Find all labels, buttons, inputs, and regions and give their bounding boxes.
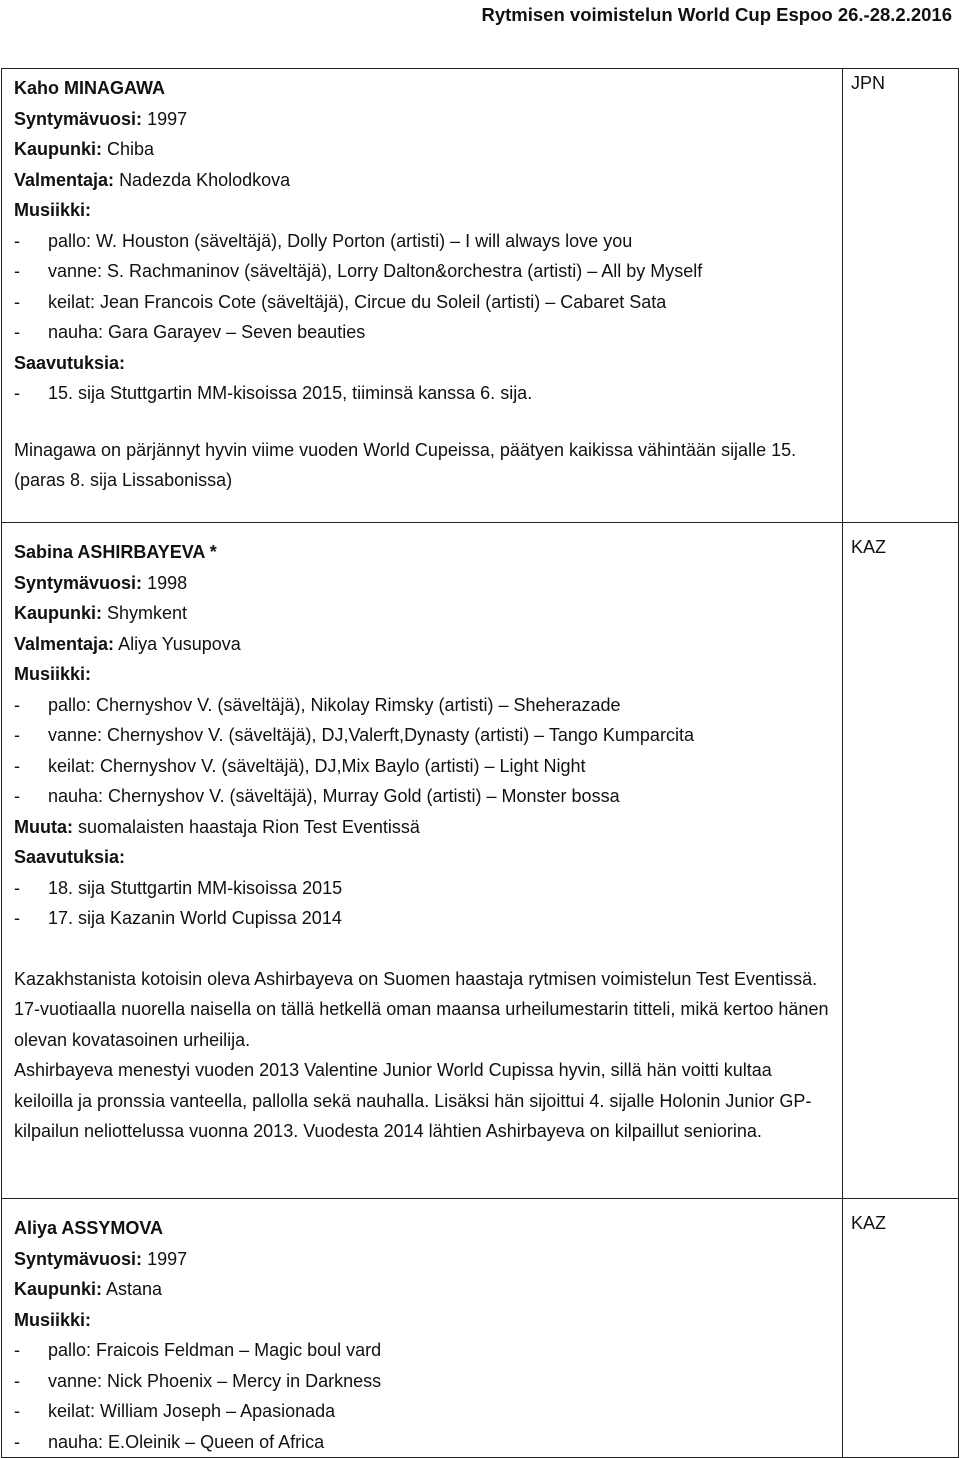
- achievement-item: - 18. sija Stuttgartin MM-kisoissa 2015: [14, 877, 343, 898]
- coach-value: Aliya Yusupova: [118, 633, 241, 654]
- music-item: - keilat: William Joseph – Apasionada: [14, 1401, 336, 1421]
- coach-line: [14, 165, 834, 196]
- country-cell: [843, 1199, 959, 1458]
- country-cell: [843, 69, 959, 523]
- music-item: - keilat: Jean Francois Cote (säveltäjä), Circue du Soleil (artisti) – Cabaret Sata: [14, 291, 667, 312]
- music-item: - vanne: S. Rachmaninov (säveltäjä), Lorry Dalton&orchestra (artisti) – All by Myself: [14, 261, 703, 281]
- birth-year-line: [14, 104, 834, 135]
- athlete-description: Ashirbayeva menestyi vuoden 2013 Valentine Junior World Cupissa hyvin, sillä hän voitti kultaa keiloilla ja pronssia vanteella, pallolla sekä nauhalla. Lisäksi hän sijoittui 4. sijalle Holonin Junior GP-kilpailun neliottelussa vuonna 2013. Vuodesta 2014 lähtien Ashirbayeva on kilpaillut seniorina.: [14, 1060, 812, 1141]
- athlete-name: Kaho MINAGAWA: [14, 78, 165, 98]
- athlete-row: [2, 523, 959, 1199]
- athlete-name: Sabina ASHIRBAYEVA *: [14, 542, 217, 562]
- city-value: Chiba: [107, 139, 155, 159]
- music-item: - vanne: Nick Phoenix – Mercy in Darkness: [14, 1370, 382, 1391]
- city-label: Kaupunki:: [14, 139, 102, 159]
- music-item: - nauha: Gara Garayev – Seven beauties: [14, 322, 366, 342]
- coach-value: Nadezda Kholodkova: [119, 169, 291, 190]
- birth-year-value: 1997: [147, 1248, 188, 1269]
- birth-year-value: 1998: [147, 572, 188, 593]
- music-item: - nauha: E.Oleinik – Queen of Africa: [14, 1431, 325, 1452]
- athlete-description: Minagawa on pärjännyt hyvin viime vuoden World Cupeissa, päätyen kaikissa vähintään sijalle 15. (paras 8. sija Lissabonissa): [14, 439, 797, 490]
- coach-line: [14, 629, 834, 660]
- city-label: Kaupunki:: [14, 603, 102, 623]
- athlete-details-cell: [2, 69, 843, 523]
- achievement-item: - 17. sija Kazanin World Cupissa 2014: [14, 908, 342, 928]
- document-header-title: Rytmisen voimistelun World Cup Espoo 26.-28.2.2016: [481, 4, 952, 25]
- music-label: Musiikki:: [14, 664, 92, 684]
- music-label: Musiikki:: [14, 1309, 92, 1330]
- city-value: Astana: [106, 1279, 163, 1299]
- other-value: suomalaisten haastaja Rion Test Eventissä: [78, 816, 420, 837]
- music-item: - vanne: Chernyshov V. (säveltäjä), DJ,Valerft,Dynasty (artisti) – Tango Kumparcita: [14, 725, 694, 745]
- music-item: - pallo: W. Houston (säveltäjä), Dolly Porton (artisti) – I will always love you: [14, 230, 633, 251]
- birth-year-value: 1997: [147, 108, 188, 129]
- city-line: [14, 598, 834, 629]
- city-line: [14, 134, 834, 165]
- achievements-label: Saavutuksia:: [14, 352, 126, 373]
- athlete-details-cell: [2, 1199, 843, 1458]
- city-value: Shymkent: [107, 603, 188, 623]
- coach-label: Valmentaja:: [14, 169, 115, 190]
- music-item: - nauha: Chernyshov V. (säveltäjä), Murray Gold (artisti) – Monster bossa: [14, 786, 620, 806]
- birth-year-label: Syntymävuosi:: [14, 1248, 143, 1269]
- athlete-row: [2, 1199, 959, 1458]
- athlete-description: Kazakhstanista kotoisin oleva Ashirbayeva on Suomen haastaja rytmisen voimistelun Test Eventissä. 17-vuotiaalla nuorella naisella on tällä hetkellä oman maansa urheilumestarin titteli, mikä kertoo hänen olevan kovatasoinen urheilija.: [14, 968, 829, 1050]
- country-code: JPN: [851, 73, 886, 93]
- birth-year-label: Syntymävuosi:: [14, 572, 143, 593]
- city-line: [14, 1274, 834, 1305]
- music-item: - keilat: Chernyshov V. (säveltäjä), DJ,Mix Baylo (artisti) – Light Night: [14, 755, 586, 776]
- other-line: [14, 812, 834, 843]
- achievements-label: Saavutuksia:: [14, 847, 126, 867]
- music-item: - pallo: Fraicois Feldman – Magic boul vard: [14, 1340, 382, 1360]
- athletes-table: [1, 68, 959, 1458]
- achievement-item: - 15. sija Stuttgartin MM-kisoissa 2015, tiiminsä kanssa 6. sija.: [14, 383, 533, 403]
- birth-year-line: [14, 568, 834, 599]
- athlete-name: Aliya ASSYMOVA: [14, 1218, 164, 1238]
- city-label: Kaupunki:: [14, 1279, 102, 1299]
- music-label: Musiikki:: [14, 200, 92, 220]
- coach-label: Valmentaja:: [14, 633, 115, 654]
- athlete-details-cell: [2, 523, 843, 1199]
- birth-year-line: [14, 1244, 834, 1275]
- athlete-row: [2, 69, 959, 523]
- music-item: - pallo: Chernyshov V. (säveltäjä), Nikolay Rimsky (artisti) – Sheherazade: [14, 694, 621, 715]
- country-code: KAZ: [851, 537, 887, 557]
- other-label: Muuta:: [14, 816, 73, 837]
- birth-year-label: Syntymävuosi:: [14, 108, 143, 129]
- country-code: KAZ: [851, 1213, 887, 1233]
- country-cell: [843, 523, 959, 1199]
